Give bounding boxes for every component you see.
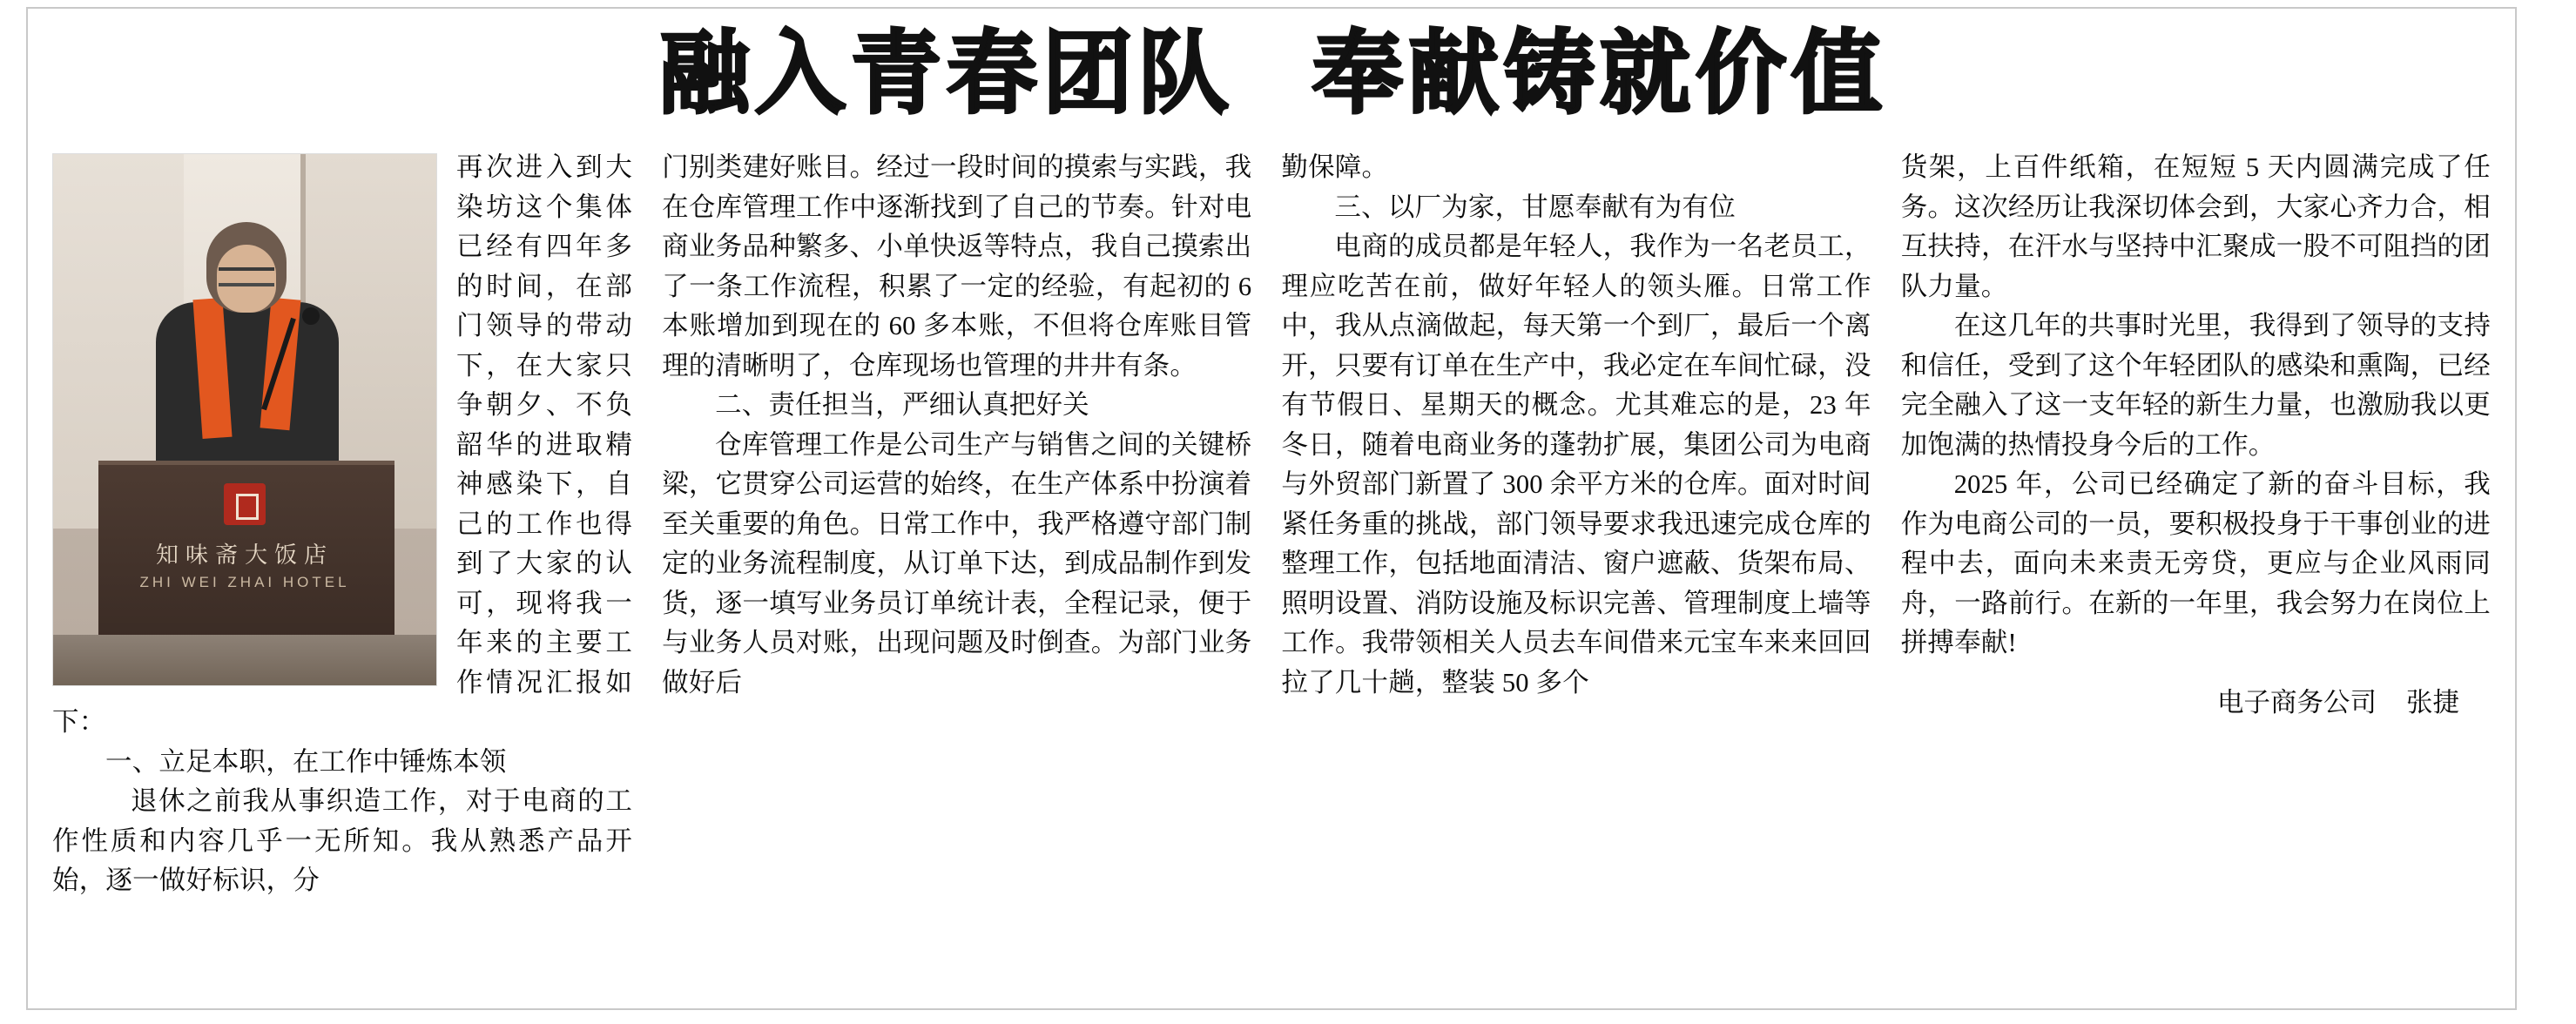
photo-floor [53, 635, 436, 685]
paragraph-c1-3: 退休之前我从事织造工作，对于电商的工作性质和内容几乎一无所知。我从熟悉产品开始，逐一做好标识，分 [52, 786, 633, 895]
signature-name: 张捷 [2406, 687, 2460, 717]
paragraph-c2-2: 二、责任担当，严细认真把好关 [715, 390, 1089, 420]
column-3 [1281, 148, 1871, 1001]
paragraph-c2-1: 门别类建好账目。经过一段时间的摸索与实践，我在仓库管理工作中逐渐找到了自己的节奏。针对电商业务品种繁多、小单快返等特点，我自己摸索出了一条工作流程，积累了一定的经验，有起初的 6 本账增加到现在的 60 多本账，不但将仓库账目管理的清晰明了，仓库现场也管理的井井有条。 [662, 152, 1252, 381]
paragraph-c3-3: 电商的成员都是年轻人，我作为一名老员工，理应吃苦在前，做好年轻人的领头雁。日常工作中，我从点滴做起，每天第一个到厂，最后一个离开，只要有订单在生产中，我必定在车间忙碌，没有节假日、星期天的概念。尤其难忘的是，23 年冬日，随着电商业务的蓬勃扩展，集团公司为电商与外贸部门新置了 300 余平方米的仓库。面对时间紧任务重的挑战，部门领导要求我迅速完成仓库的整理工作，包括地面清洁、窗户遮蔽、货架布局、照明设置、消防设施及标识完善、管理制度上墙等工作。我带领相关人员去车间借来元宝车来来回回拉了几十趟，整装 50 多个 [1281, 232, 1871, 697]
column-2 [662, 148, 1251, 1001]
paragraph-c2-3: 仓库管理工作是公司生产与销售之间的关键桥梁，它贯穿公司运营的始终，在生产体系中扮演着至关重要的角色。日常工作中，我严格遵守部门制定的业务流程制度，从订单下达，到成品制作到发货，逐一填写业务员订单统计表，全程记录，便于与业务人员对账，出现问题及时倒查。为部门业务做好后 [662, 429, 1252, 697]
page-title [28, 21, 2519, 125]
article-frame [26, 7, 2517, 1010]
microphone-head-icon [302, 307, 320, 325]
photo-podium-text-cn: 知味斋大饭店 [155, 542, 334, 568]
paragraph-c3-1: 勤保障。 [1281, 152, 1389, 182]
photo-podium-logo [224, 483, 266, 525]
paragraph-c1-2: 一、立足本职，在工作中锤炼本领 [105, 746, 507, 777]
paragraph-c4-3: 2025 年，公司已经确定了新的奋斗目标，我作为电商公司的一员，要积极投身于干事创业的进程中去，面向未来责无旁贷，更应与企业风雨同舟，一路前行。在新的一年里，我会努力在岗位上拼搏奉献! [1900, 469, 2492, 657]
article-signature [1901, 683, 2491, 723]
photo-podium-text-en: ZHI WEI ZHAI HOTEL [139, 574, 350, 590]
signature-org: 电子商务公司 [2217, 687, 2377, 717]
photo-speaker-glasses [219, 267, 274, 286]
article-columns [52, 148, 2491, 1001]
paragraph-c4-2: 在这几年的共事时光里，我得到了领导的支持和信任，受到了这个年轻团队的感染和熏陶，已经完全融入了这一支年轻的新生力量，也激励我以更加饱满的热情投身今后的工作。 [1900, 311, 2492, 460]
paragraph-c3-2: 三、以厂为家，甘愿奉献有为有位 [1334, 192, 1736, 222]
article-photo [52, 153, 437, 686]
paragraph-c4-1: 货架，上百件纸箱，在短短 5 天内圆满完成了任务。这次经历让我深切体会到，大家心齐力合，相互扶持，在汗水与坚持中汇聚成一股不可阻挡的团队力量。 [1900, 152, 2492, 301]
paragraph-c1-1: 再次进入到大染坊这个集体已经有四年多的时间，在部门领导的带动下，在大家只争朝夕、不负韶华的进取精神感染下，自己的工作也得到了大家的认可，现将我一年来的主要工作情况汇报如下： [52, 152, 633, 737]
headline-right: 奉献铸就价值 [1312, 20, 1888, 126]
column-4 [1901, 148, 2491, 1001]
column-1 [52, 148, 632, 1001]
photo-speaker-body [156, 302, 339, 476]
headline-left: 融入青春团队 [658, 20, 1234, 126]
